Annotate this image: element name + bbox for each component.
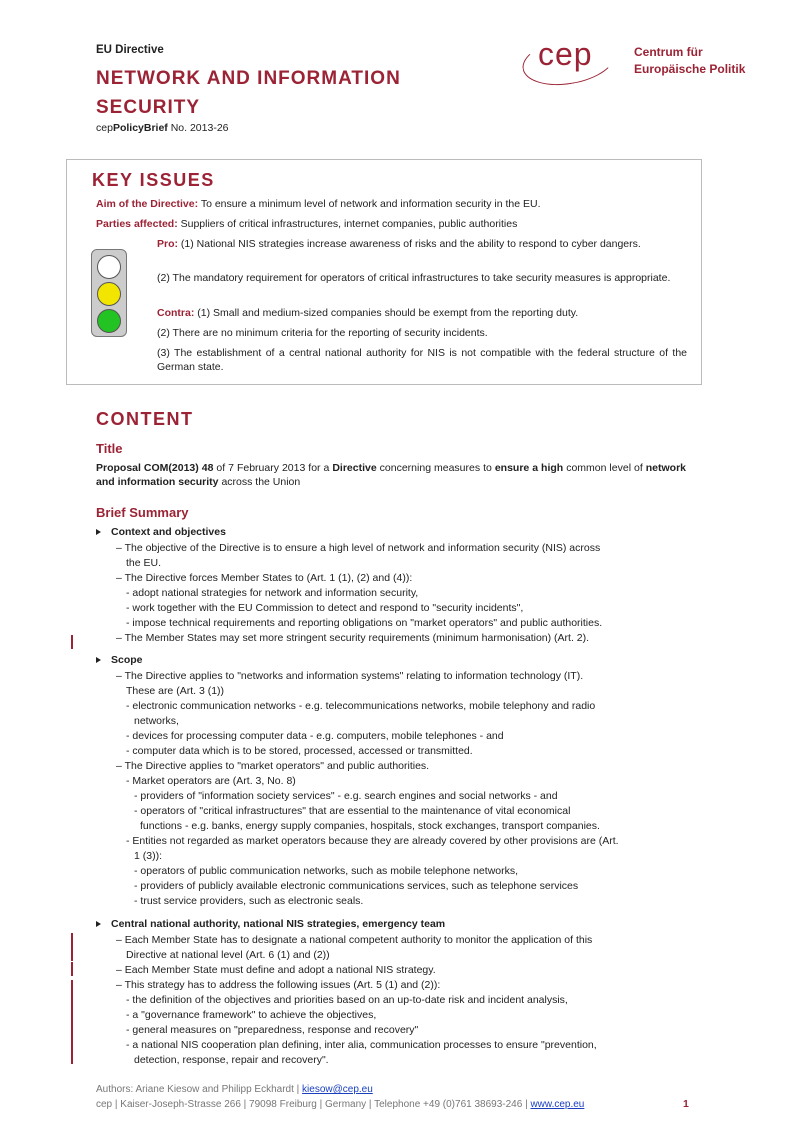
change-bar bbox=[71, 933, 73, 961]
aim-label: Aim of the Directive: bbox=[96, 198, 199, 210]
list-item: Directive at national level (Art. 6 (1) and (2)) bbox=[126, 949, 330, 961]
address-text: cep | Kaiser-Joseph-Strasse 266 | 79098 Freiburg | Germany | Telephone +49 (0)761 38693-246 | bbox=[96, 1099, 531, 1110]
brief-summary-heading: Brief Summary bbox=[96, 505, 189, 520]
list-item: - adopt national strategies for network and information security, bbox=[126, 587, 419, 599]
pro-label: Pro: bbox=[157, 238, 178, 250]
contra-2: (2) There are no minimum criteria for the reporting of security incidents. bbox=[157, 327, 488, 339]
parties-text: Suppliers of critical infrastructures, internet companies, public authorities bbox=[177, 218, 518, 230]
bullet-triangle-icon bbox=[96, 921, 101, 927]
list-item: - devices for processing computer data - e.g. computers, mobile telephones - and bbox=[126, 730, 504, 742]
contra-3: (3) The establishment of a central national authority for NIS is not compatible with the federal structure of the German state. bbox=[157, 347, 687, 373]
bullet-triangle-icon bbox=[96, 529, 101, 535]
list-item: - impose technical requirements and reporting obligations on "market operators" and public authorities. bbox=[126, 617, 603, 629]
list-item: 1 (3)): bbox=[134, 850, 163, 862]
traffic-light-top bbox=[97, 255, 121, 279]
footer-authors bbox=[96, 1084, 373, 1095]
list-item: - computer data which is to be stored, processed, accessed or transmitted. bbox=[126, 745, 473, 757]
email-link[interactable]: kiesow@cep.eu bbox=[302, 1084, 373, 1095]
context-heading bbox=[96, 526, 226, 538]
traffic-light-icon bbox=[91, 249, 127, 337]
list-item: – The Directive applies to "market operators" and public authorities. bbox=[116, 760, 430, 772]
aim-text: To ensure a minimum level of network and information security in the EU. bbox=[198, 198, 541, 210]
list-item: These are (Art. 3 (1)) bbox=[126, 685, 225, 697]
list-item: detection, response, repair and recovery". bbox=[134, 1054, 329, 1066]
pro-1-text: (1) National NIS strategies increase awareness of risks and the ability to respond to cyber dangers. bbox=[178, 238, 641, 250]
authors-text: Authors: Ariane Kiesow and Philipp Eckhardt | bbox=[96, 1084, 303, 1095]
proposal-title bbox=[96, 461, 686, 489]
parties-line bbox=[96, 217, 517, 231]
central-heading bbox=[96, 918, 445, 930]
change-bar bbox=[71, 635, 73, 649]
title-segment: common level of bbox=[563, 462, 646, 474]
brief-no: No. 2013-26 bbox=[167, 122, 229, 134]
list-item: - Entities not regarded as market operators because they are already covered by other provisions are (Art. bbox=[126, 835, 619, 847]
title-segment: concerning measures to bbox=[376, 462, 495, 474]
list-item: – This strategy has to address the following issues (Art. 5 (1) and (2)): bbox=[116, 979, 441, 991]
change-bar bbox=[71, 980, 73, 1064]
scope-heading bbox=[96, 654, 143, 666]
list-item: - operators of "critical infrastructures" that are essential to the maintenance of vital economical bbox=[134, 805, 571, 817]
brief-bold: PolicyBrief bbox=[112, 122, 168, 134]
website-link[interactable]: www.cep.eu bbox=[530, 1099, 585, 1110]
list-item: - a "governance framework" to achieve the objectives, bbox=[126, 1009, 377, 1021]
list-item: networks, bbox=[134, 715, 179, 727]
title-line-1: NETWORK AND INFORMATION bbox=[96, 68, 401, 89]
list-item: - providers of publicly available electronic communications services, such as telephone services bbox=[134, 880, 579, 892]
scope-heading-text: Scope bbox=[111, 654, 143, 666]
list-item: - electronic communication networks - e.g. telecommunications networks, mobile telephony and radio bbox=[126, 700, 596, 712]
list-item: - work together with the EU Commission to detect and respond to "security incidents", bbox=[126, 602, 524, 614]
title-segment: Directive bbox=[332, 462, 377, 474]
cep-logo bbox=[522, 36, 782, 86]
key-issues-title: KEY ISSUES bbox=[92, 170, 215, 190]
document-type: EU Directive bbox=[96, 44, 164, 56]
contra-1 bbox=[157, 306, 687, 320]
contra-label: Contra: bbox=[157, 307, 195, 319]
logo-text: cep bbox=[538, 36, 593, 72]
document-title bbox=[96, 64, 426, 122]
title-segment: ensure a high bbox=[494, 462, 564, 474]
bullet-triangle-icon bbox=[96, 657, 101, 663]
context-heading-text: Context and objectives bbox=[111, 526, 226, 538]
list-item: – The Directive forces Member States to (Art. 1 (1), (2) and (4)): bbox=[116, 572, 413, 584]
title-segment: across the Union bbox=[218, 476, 301, 488]
list-item: - trust service providers, such as electronic seals. bbox=[134, 895, 364, 907]
content-title: CONTENT bbox=[96, 409, 194, 429]
list-item: functions - e.g. banks, energy supply companies, hospitals, stock exchanges, transport companies. bbox=[140, 820, 600, 832]
list-item: – The Directive applies to "networks and information systems" relating to information technology (IT). bbox=[116, 670, 584, 682]
list-item: - Market operators are (Art. 3, No. 8) bbox=[126, 775, 296, 787]
list-item: - a national NIS cooperation plan defining, inter alia, communication processes to ensure "prevention, bbox=[126, 1039, 597, 1051]
traffic-light-middle bbox=[97, 282, 121, 306]
title-heading: Title bbox=[96, 441, 123, 456]
aim-line bbox=[96, 197, 541, 211]
org-line-1: Centrum für bbox=[634, 45, 703, 59]
list-item: - general measures on "preparedness, response and recovery" bbox=[126, 1024, 419, 1036]
list-item: – The Member States may set more stringent security requirements (minimum harmonisation) (Art. 2). bbox=[116, 632, 590, 644]
organization-name bbox=[634, 44, 745, 78]
list-item: – Each Member State has to designate a national competent authority to monitor the application of this bbox=[116, 934, 593, 946]
title-segment: network and information security bbox=[96, 462, 687, 488]
brief-prefix: cep bbox=[96, 122, 113, 134]
traffic-light-bottom bbox=[97, 309, 121, 333]
list-item: - the definition of the objectives and priorities based on an up-to-date risk and incident analysis, bbox=[126, 994, 568, 1006]
policy-brief-number bbox=[96, 122, 229, 134]
parties-label: Parties affected: bbox=[96, 218, 178, 230]
title-line-2: SECURITY bbox=[96, 97, 201, 118]
title-segment: Proposal COM(2013) 48 bbox=[96, 462, 214, 474]
list-item: – Each Member State must define and adopt a national NIS strategy. bbox=[116, 964, 436, 976]
list-item: the EU. bbox=[126, 557, 162, 569]
pro-2: (2) The mandatory requirement for operators of critical infrastructures to take security measures is appropriate. bbox=[157, 272, 671, 284]
org-line-2: Europäische Politik bbox=[634, 62, 746, 76]
central-heading-text: Central national authority, national NIS strategies, emergency team bbox=[111, 918, 446, 930]
footer-address bbox=[96, 1099, 584, 1110]
change-bar bbox=[71, 962, 73, 976]
page-number: 1 bbox=[683, 1098, 689, 1110]
list-item: - providers of "information society services" - e.g. search engines and social networks - and bbox=[134, 790, 558, 802]
list-item: - operators of public communication networks, such as mobile telephone networks, bbox=[134, 865, 519, 877]
title-segment: of 7 February 2013 for a bbox=[213, 462, 333, 474]
pro-1 bbox=[157, 237, 687, 251]
list-item: – The objective of the Directive is to ensure a high level of network and information security (NIS) across bbox=[116, 542, 601, 554]
contra-1-text: (1) Small and medium-sized companies should be exempt from the reporting duty. bbox=[194, 307, 579, 319]
